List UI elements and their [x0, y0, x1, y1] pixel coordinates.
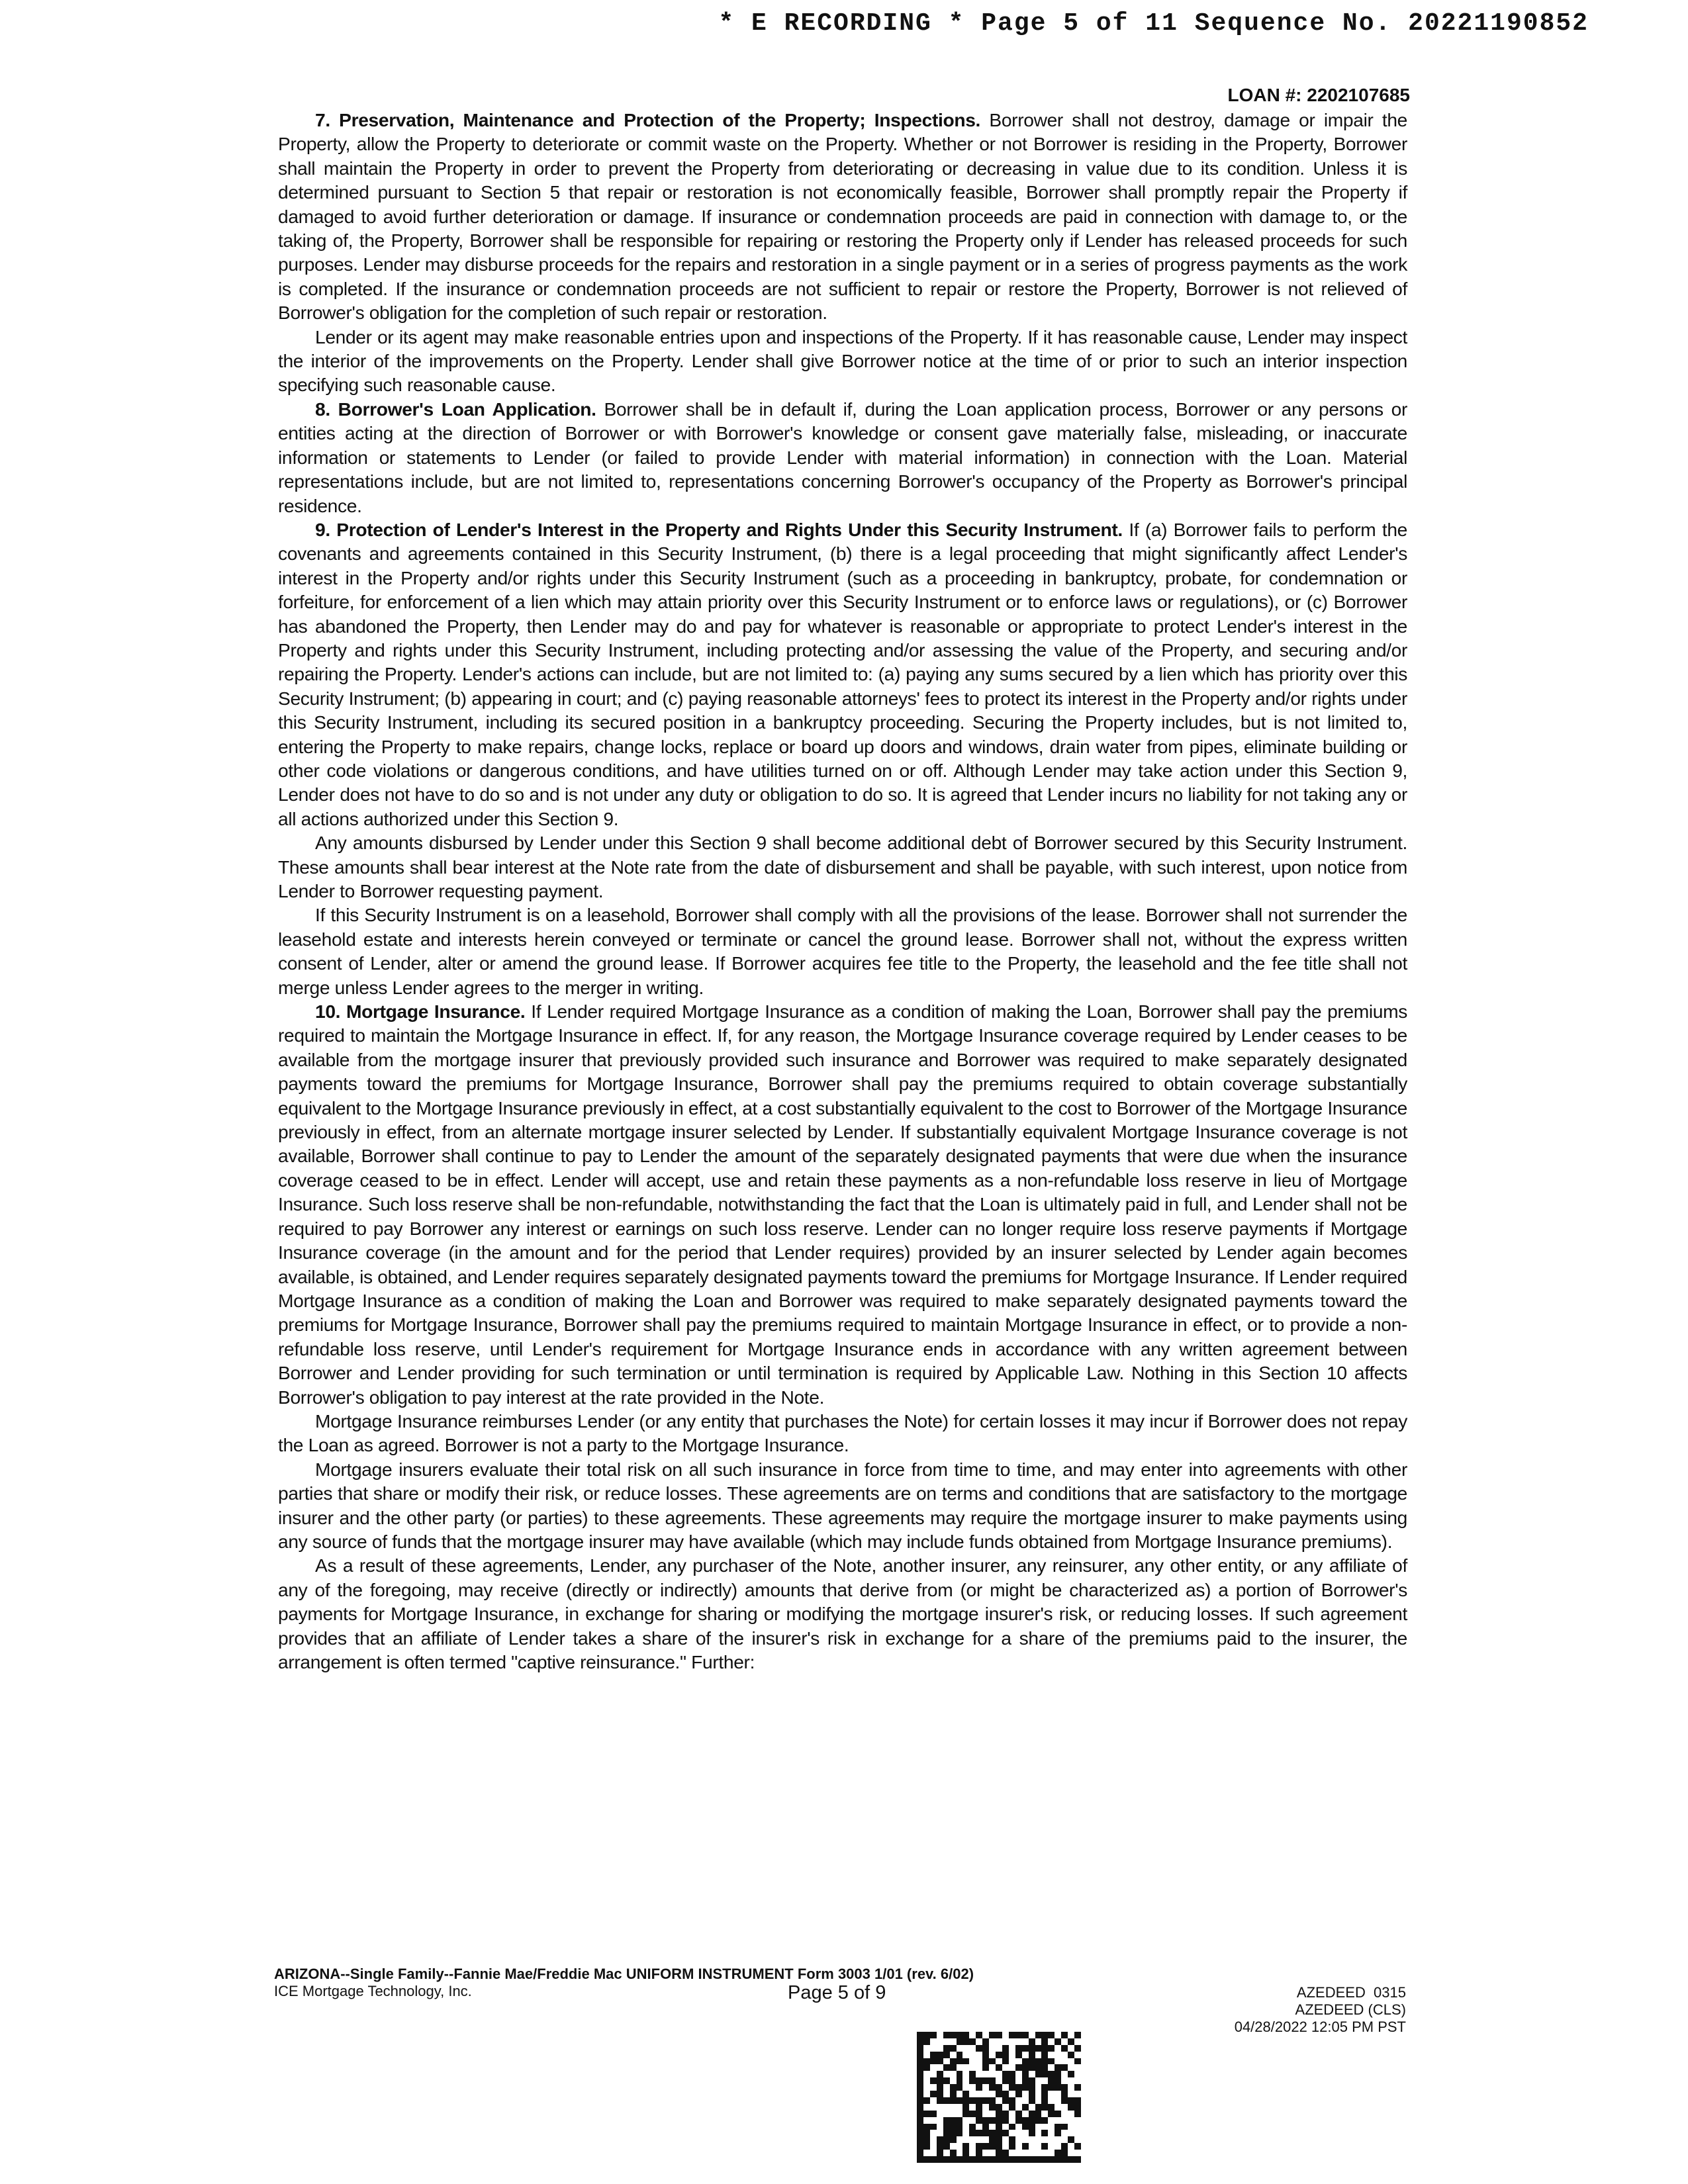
section-10-paragraph-4: As a result of these agreements, Lender, any purchaser of the Note, another insurer, any reinsurer, any other entity, or any affiliate of any of the foregoing, may receive (directly or indirectly) amounts that derive from (or might be characterized as) a portion of Borrower's payments for Mortgage Insurance, in exchange for sharing or modifying the mortgage insurer's risk, or reducing losses. If such agreement provides that an affiliate of Lender takes a share of the insurer's risk in exchange for a share of the premiums paid to the insurer, the arrangement is often termed "captive reinsurance." Further: — [278, 1555, 1407, 1672]
document-body — [278, 108, 1407, 1674]
section-8-heading: 8. Borrower's Loan Application. — [315, 398, 596, 420]
section-9-paragraph-2: Any amounts disbursed by Lender under this Section 9 shall become additional debt of Borrower secured by this Security Instrument. These amounts shall bear interest at the Note rate from the date of disbursement and shall be payable, with such interest, upon notice from Lender to Borrower requesting payment. — [278, 832, 1407, 901]
section-10-text: If Lender required Mortgage Insurance as a condition of making the Loan, Borrower shall pay the premiums required to maintain the Mortgage Insurance in effect. If, for any reason, the Mortgage Insurance coverage required by Lender ceases to be available from the mortgage insurer that previously provided such insurance and Borrower was required to make separately designated payments toward the premiums for Mortgage Insurance, Borrower shall pay the premiums required to obtain coverage substantially equivalent to the Mortgage Insurance previously in effect, at a cost substantially equivalent to the cost to Borrower of the Mortgage Insurance previously in effect, from an alternate mortgage insurer selected by Lender. If substantially equivalent Mortgage Insurance coverage is not available, Borrower shall continue to pay to Lender the amount of the separately designated payments that were due when the insurance coverage ceased to be in effect. Lender will accept, use and retain these payments as a non-refundable loss reserve in lieu of Mortgage Insurance. Such loss reserve shall be non-refundable, notwithstanding the fact that the Loan is ultimately paid in full, and Lender shall not be required to pay Borrower any interest or earnings on such loss reserve. Lender can no longer require loss reserve payments if Mortgage Insurance coverage (in the amount and for the period that Lender requires) provided by an insurer selected by Lender again becomes available, is obtained, and Lender requires separately designated payments toward the premiums for Mortgage Insurance. If Lender required Mortgage Insurance as a condition of making the Loan and Borrower was required to make separately designated payments toward the premiums for Mortgage Insurance, Borrower shall pay the premiums required to maintain Mortgage Insurance in effect, or to provide a non-refundable loss reserve, until Lender's requirement for Mortgage Insurance ends in accordance with any written agreement between Borrower and Lender providing for such termination or until termination is required by Applicable Law. Nothing in this Section 10 affects Borrower's obligation to pay interest at the rate provided in the Note. — [278, 1001, 1407, 1408]
footer-doc-info — [1235, 1984, 1406, 2036]
section-10-heading: 10. Mortgage Insurance. — [315, 1001, 526, 1023]
section-9-text: If (a) Borrower fails to perform the covenants and agreements contained in this Security Instrument, (b) there is a legal proceeding that might significantly affect Lender's interest in the Property and/or rights under this Security Instrument (such as a proceeding in bankruptcy, probate, for condemnation or forfeiture, for enforcement of a lien which may attain priority over this Security Instrument or to enforce laws or regulations), or (c) Borrower has abandoned the Property, then Lender may do and pay for whatever is reasonable or appropriate to protect Lender's interest in the Property and rights under this Security Instrument, including protecting and/or assessing the value of the Property, and securing and/or repairing the Property. Lender's actions can include, but are not limited to: (a) paying any sums secured by a lien which has priority over this Security Instrument; (b) appearing in court; and (c) paying reasonable attorneys' fees to protect its interest in the Property and/or rights under this Security Instrument, including its secured position in a bankruptcy proceeding. Securing the Property includes, but is not limited to, entering the Property to make repairs, change locks, replace or board up doors and windows, drain water from pipes, eliminate building or other code violations or dangerous conditions, and have utilities turned on or off. Although Lender may take action under this Section 9, Lender does not have to do so and is not under any duty or obligation to do so. It is agreed that Lender incurs no liability for not taking any or all actions authorized under this Section 9. — [278, 518, 1407, 829]
2d-barcode — [917, 2032, 1081, 2163]
loan-number: LOAN #: 2202107685 — [1227, 85, 1410, 105]
footer-doc-code: AZEDEED 0315 — [1296, 1984, 1406, 2001]
section-9-paragraph — [278, 518, 1407, 831]
section-8-paragraph — [278, 397, 1407, 518]
section-10-paragraph-2: Mortgage Insurance reimburses Lender (or any entity that purchases the Note) for certain losses it may incur if Borrower does not repay the Loan as agreed. Borrower is not a party to the Mortgage Insurance. — [278, 1410, 1407, 1456]
footer-page-number: Page 5 of 9 — [788, 1982, 886, 2003]
section-7-heading: 7. Preservation, Maintenance and Protection of the Property; Inspections. — [315, 109, 981, 130]
section-10-paragraph-3: Mortgage insurers evaluate their total risk on all such insurance in force from time to time, and may enter into agreements with other parties that share or modify their risk, or reduce losses. These agreements are on terms and conditions that are satisfactory to the mortgage insurer and the other party (or parties) to these agreements. These agreements may require the mortgage insurer to make payments using any source of funds that the mortgage insurer may have available (which may include funds obtained from Mortgage Insurance premiums). — [278, 1458, 1407, 1552]
section-10-paragraph — [278, 999, 1407, 1409]
section-8-text: Borrower shall be in default if, during the Loan application process, Borrower or any persons or entities acting at the direction of Borrower or with Borrower's knowledge or consent gave materially false, misleading, or inaccurate information or statements to Lender (or failed to provide Lender with material information) in connection with the Loan. Material representations include, but are not limited to, representations concerning Borrower's occupancy of the Property as Borrower's principal residence. — [278, 398, 1407, 516]
recording-stamp: * E RECORDING * Page 5 of 11 Sequence No. 20221190852 — [718, 9, 1589, 38]
section-9-paragraph-3: If this Security Instrument is on a leasehold, Borrower shall comply with all the provisions of the lease. Borrower shall not surrender the leasehold estate and interests herein conveyed or terminate or cancel the ground lease. Borrower shall not, without the express written consent of Lender, alter or amend the ground lease. If Borrower acquires fee title to the Property, the leasehold and the fee title shall not merge unless Lender agrees to the merger in writing. — [278, 904, 1407, 998]
footer-form-title: ARIZONA--Single Family--Fannie Mae/Freddie Mac UNIFORM INSTRUMENT Form 3003 1/01 (rev. 6/02) — [274, 1966, 974, 1982]
section-9-heading: 9. Protection of Lender's Interest in the Property and Rights Under this Security Instrument. — [315, 518, 1123, 540]
section-7-text: Borrower shall not destroy, damage or impair the Property, allow the Property to deteriorate or commit waste on the Property. Whether or not Borrower is residing in the Property, Borrower shall maintain the Property in order to prevent the Property from deteriorating or decreasing in value due to its condition. Unless it is determined pursuant to Section 5 that repair or restoration is not economically feasible, Borrower shall promptly repair the Property if damaged to avoid further deterioration or damage. If insurance or condemnation proceeds are paid in connection with damage to, or the taking of, the Property, Borrower shall be responsible for repairing or restoring the Property only if Lender has released proceeds for such purposes. Lender may disburse proceeds for the repairs and restoration in a single payment or in a series of progress payments as the work is completed. If the insurance or condemnation proceeds are not sufficient to repair or restore the Property, Borrower is not relieved of Borrower's obligation for the completion of such repair or restoration. — [278, 109, 1407, 324]
section-7-paragraph — [278, 108, 1407, 325]
footer-company: ICE Mortgage Technology, Inc. — [274, 1983, 472, 1999]
footer-timestamp: 04/28/2022 12:05 PM PST — [1234, 2019, 1406, 2035]
section-7-paragraph-2: Lender or its agent may make reasonable entries upon and inspections of the Property. If it has reasonable cause, Lender may inspect the interior of the improvements on the Property. Lender shall give Borrower notice at the time of or prior to such an interior inspection specifying such reasonable cause. — [278, 326, 1407, 396]
footer-doc-code-cls: AZEDEED (CLS) — [1295, 2001, 1406, 2018]
